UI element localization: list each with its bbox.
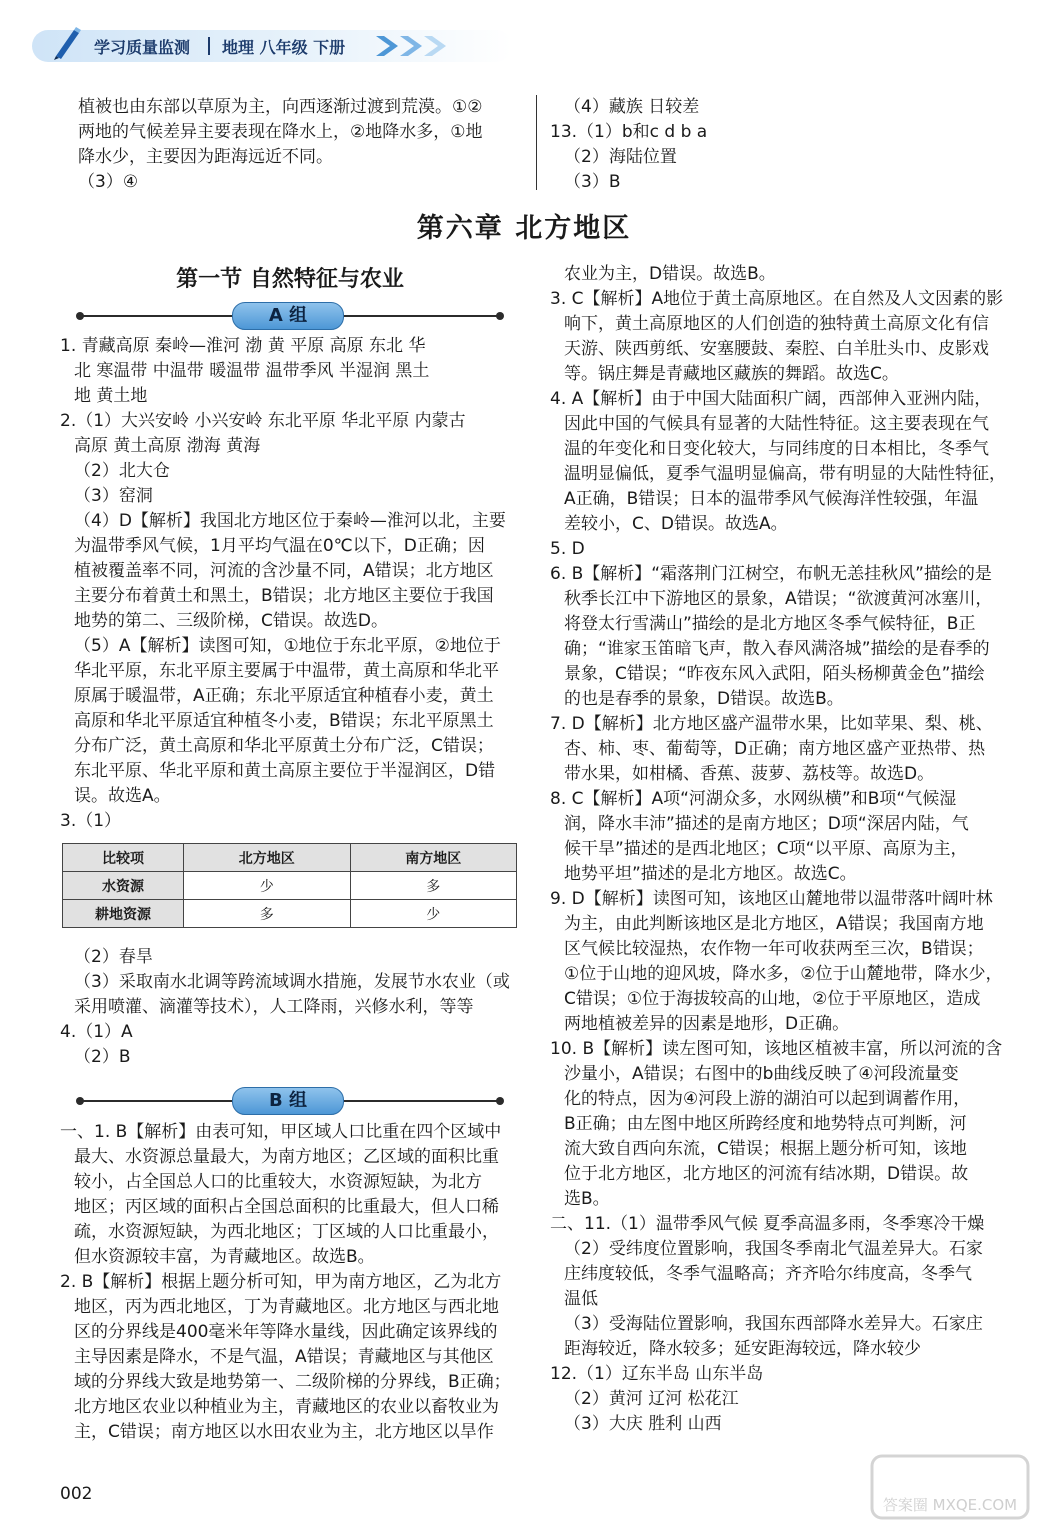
text-line: 北 寒温带 中温带 暖温带 温带季风 半湿润 黑土 (74, 361, 430, 381)
text-line: 流大致自西向东流，C错误；根据上题分析可知，该地 (564, 1139, 967, 1159)
text-line: 最大、水资源总量最大，为南方地区；乙区域的面积比重 (74, 1147, 499, 1167)
text-line: 地区；丙区域的面积占全国总面积的比重最大，但人口稀 (74, 1197, 499, 1217)
text-line: 原属于暖温带，A正确；东北平原适宜种植春小麦，黄土 (74, 686, 494, 706)
table-cell: 耕地资源 (63, 900, 184, 928)
comparison-table (62, 843, 517, 928)
column-divider (536, 95, 537, 190)
text-line: 4.（1）A (60, 1022, 133, 1042)
header-brand: 学习质量监测 (94, 38, 191, 57)
banner-dot (496, 1097, 504, 1105)
text-line: 一、1. B【解析】由表可知，甲区域人口比重在四个区域中 (60, 1122, 502, 1142)
text-line: 选B。 (564, 1189, 610, 1209)
text-line: （3）采取南水北调等跨流域调水措施，发展节水农业（或 (74, 972, 510, 992)
text-line: 域的分界线大致是地势第一、二级阶梯的分界线，B正确； (74, 1372, 511, 1392)
text-line: 将登太行雪满山”描绘的是北方地区冬季气候特征，B正 (564, 614, 976, 634)
text-line: 8. C【解析】A项“河湖众多，水网纵横”和B项“气候湿 (550, 789, 957, 809)
text-line: 高原 黄土高原 渤海 黄海 (74, 436, 261, 456)
top-left-block (78, 95, 528, 195)
text-line: 地区，丙为西北地区，丁为青藏地区。北方地区与西北地 (74, 1297, 499, 1317)
text-line: 采用喷灌、滴灌等技术），人工降雨，兴修水利，等等 (74, 997, 474, 1017)
text-line: 5. D (550, 539, 585, 559)
text-line: 分布广泛，黄土高原和华北平原黄土分布广泛，C错误； (74, 736, 494, 756)
banner-dot (76, 312, 84, 320)
text-line: （3）窑洞 (74, 486, 153, 506)
text-line: （4）D【解析】我国北方地区位于秦岭—淮河以北，主要 (74, 511, 506, 531)
table-cell: 少 (350, 900, 517, 928)
banner-dot (76, 1097, 84, 1105)
text-line: （3）大庆 胜利 山西 (564, 1414, 722, 1434)
text-line: 2. B【解析】根据上题分析可知，甲为南方地区，乙为北方 (60, 1272, 502, 1292)
text-line: 地势的第二、三级阶梯，C错误。故选D。 (74, 611, 388, 631)
text-line: 位于北方地区，北方地区的河流有结冰期，D错误。故 (564, 1164, 969, 1184)
text-line: 距海较近，降水较多；延安距海较远，降水较少 (564, 1339, 921, 1359)
text-line: （4）藏族 日较差 (564, 97, 700, 117)
text-line: 12.（1）辽东半岛 山东半岛 (550, 1364, 764, 1384)
text-line: （3）④ (78, 172, 139, 192)
table-header-cell: 比较项 (63, 844, 184, 872)
text-line: 植被覆盖率不同，河流的含沙量不同，A错误；北方地区 (74, 561, 494, 581)
text-line: A正确，B错误；日本的温带季风气候海洋性较强，年温 (564, 489, 979, 509)
text-line: 1. 青藏高原 秦岭—淮河 渤 黄 平原 高原 东北 华 (60, 336, 426, 356)
text-line: 植被也由东部以草原为主，向西逐渐过渡到荒漠。①② (78, 97, 483, 117)
text-line: 9. D【解析】读图可知，该地区山麓地带以温带落叶阔叶林 (550, 889, 993, 909)
text-line: 景象，C错误；“昨夜东风入武阳，陌头杨柳黄金色”描绘 (564, 664, 985, 684)
text-line: （2）北大仓 (74, 461, 170, 481)
table-header-row (63, 844, 517, 872)
text-line: （5）A【解析】读图可知，①地位于东北平原，②地位于 (74, 636, 501, 656)
text-line: 天游、陕西剪纸、安塞腰鼓、秦腔、白羊肚头巾、皮影戏 (564, 339, 989, 359)
text-line: 两地的气候差异主要表现在降水上，②地降水多，①地 (78, 122, 483, 142)
text-line: 确；“谁家玉笛暗飞声，散入春风满洛城”描绘的是春季的 (564, 639, 990, 659)
watermark-text: 答案圈 MXQE.COM (882, 1496, 1018, 1514)
text-line: 东北平原、华北平原和黄土高原主要位于半湿润区，D错 (74, 761, 496, 781)
left-group-a-continued (60, 945, 525, 1070)
table-cell: 少 (184, 872, 351, 900)
text-line: （2）春旱 (74, 947, 153, 967)
text-line: 13.（1）b和c d b a (550, 122, 708, 142)
text-line: 地 黄土地 (74, 386, 148, 406)
text-line: 温的年变化和日变化较大，与同纬度的日本相比，冬季气 (564, 439, 989, 459)
text-line: （3）B (564, 172, 621, 192)
table-row (63, 872, 517, 900)
text-line: 7. D【解析】北方地区盛产温带水果，比如苹果、梨、桃、 (550, 714, 993, 734)
text-line: 较小，占全国总人口的比重较大，水资源短缺，为北方 (74, 1172, 482, 1192)
page-number: 002 (60, 1484, 93, 1504)
table-row (63, 900, 517, 928)
text-line: 降水少，主要因为距海远近不同。 (78, 147, 333, 167)
table-header-cell: 南方地区 (350, 844, 517, 872)
text-line: 3.（1） (60, 811, 122, 831)
text-line: 化的特点，因为④河段上游的湖泊可以起到调蓄作用， (564, 1089, 971, 1109)
text-line: 北方地区农业以种植业为主，青藏地区的农业以畜牧业为 (74, 1397, 499, 1417)
text-line: 响下，黄土高原地区的人们创造的独特黄土高原文化有信 (564, 314, 989, 334)
top-right-block (550, 95, 1010, 195)
text-line: 但水资源较丰富，为青藏地区。故选B。 (74, 1247, 375, 1267)
text-line: （2）B (74, 1047, 131, 1067)
text-line: 两地植被差异的因素是地形，D正确。 (564, 1014, 850, 1034)
text-line: 为主，由此判断该地区是北方地区，A错误；我国南方地 (564, 914, 984, 934)
text-line: 候干旱”描述的是西北地区；C项“以平原、高原为主， (564, 839, 968, 859)
table-cell: 多 (184, 900, 351, 928)
group-a-label: A 组 (232, 302, 344, 330)
text-line: B正确；由左图中地区所跨经度和地势特点可判断，河 (564, 1114, 967, 1134)
text-line: （3）受海陆位置影响，我国东西部降水差异大。石家庄 (564, 1314, 983, 1334)
text-line: 主要分布着黄土和黑土，B错误；北方地区主要位于我国 (74, 586, 494, 606)
text-line: 6. B【解析】“霜落荆门江树空，布帆无恙挂秋风”描绘的是 (550, 564, 992, 584)
text-line: 等。锅庄舞是青藏地区藏族的舞蹈。故选C。 (564, 364, 899, 384)
banner-dot (496, 312, 504, 320)
text-line: 的也是春季的景象，D错误。故选B。 (564, 689, 844, 709)
left-group-a (60, 334, 525, 834)
text-line: 因此中国的气候具有显著的大陆性特征。这主要表现在气 (564, 414, 989, 434)
text-line: 为温带季风气候，1月平均气温在0℃以下，D正确；因 (74, 536, 485, 556)
text-line: 10. B【解析】读左图可知，该地区植被丰富，所以河流的含 (550, 1039, 1003, 1059)
group-b-banner (60, 1087, 520, 1115)
text-line: 杏、柿、枣、葡萄等，D正确；南方地区盛产亚热带、热 (564, 739, 986, 759)
text-line: 误。故选A。 (74, 786, 171, 806)
text-line: 温明显偏低，夏季气温明显偏高，带有明显的大陆性特征， (564, 464, 1006, 484)
header-separator (208, 37, 210, 55)
text-line: 带水果，如柑橘、香蕉、菠萝、荔枝等。故选D。 (564, 764, 935, 784)
text-line: C错误；①位于海拔较高的山地，②位于平原地区，造成 (564, 989, 981, 1009)
pen-icon (52, 24, 82, 60)
text-line: （2）受纬度位置影响，我国冬季南北气温差异大。石家 (564, 1239, 983, 1259)
text-line: 疏，水资源短缺，为西北地区；丁区域的人口比重最小， (74, 1222, 499, 1242)
chevron-arrows-icon (372, 34, 462, 58)
table-header-cell: 北方地区 (184, 844, 351, 872)
text-line: 地势平坦”描述的是北方地区。故选C。 (564, 864, 857, 884)
text-line: 庄纬度较低，冬季气温略高；齐齐哈尔纬度高，冬季气 (564, 1264, 972, 1284)
text-line: 主导因素是降水，不是气温，A错误；青藏地区与其他区 (74, 1347, 494, 1367)
left-group-b (60, 1120, 525, 1445)
text-line: 区的分界线是400毫米年等降水量线，因此确定该界线的 (74, 1322, 498, 1342)
text-line: （2）黄河 辽河 松花江 (564, 1389, 739, 1409)
group-a-banner (60, 302, 520, 330)
text-line: 4. A【解析】由于中国大陆面积广阔，西部伸入亚洲内陆， (550, 389, 992, 409)
right-column (550, 262, 1020, 1437)
text-line: 秋季长江中下游地区的景象，A错误；“欲渡黄河冰塞川， (564, 589, 993, 609)
table-cell: 多 (350, 872, 517, 900)
text-line: 润，降水丰沛”描述的是南方地区；D项“深居内陆，气 (564, 814, 969, 834)
header-subject: 地理 八年级 下册 (222, 38, 346, 57)
section-title: 第一节 自然特征与农业 (176, 267, 404, 292)
text-line: 差较小，C、D错误。故选A。 (564, 514, 788, 534)
watermark-logo (870, 1452, 1030, 1522)
group-b-label: B 组 (232, 1087, 344, 1115)
text-line: 区气候比较湿热，农作物一年可收获两至三次，B错误； (564, 939, 984, 959)
text-line: 华北平原，东北平原主要属于中温带，黄土高原和华北平 (74, 661, 499, 681)
table-cell: 水资源 (63, 872, 184, 900)
text-line: 主，C错误；南方地区以水田农业为主，北方地区以旱作 (74, 1422, 494, 1442)
text-line: 温低 (564, 1289, 598, 1309)
text-line: 沙量小，A错误；右图中的b曲线反映了④河段流量变 (564, 1064, 959, 1084)
text-line: ①位于山地的迎风坡，降水多，②位于山麓地带，降水少， (564, 964, 1003, 984)
text-line: 2.（1）大兴安岭 小兴安岭 东北平原 华北平原 内蒙古 (60, 411, 466, 431)
text-line: （2）海陆位置 (564, 147, 677, 167)
text-line: 二、11.（1）温带季风气候 夏季高温多雨，冬季寒冷干燥 (550, 1214, 985, 1234)
chapter-title: 第六章 北方地区 (416, 213, 632, 244)
text-line: 3. C【解析】A地位于黄土高原地区。在自然及人文因素的影 (550, 289, 1004, 309)
text-line: 农业为主，D错误。故选B。 (564, 264, 776, 284)
text-line: 高原和华北平原适宜种植冬小麦，B错误；东北平原黑土 (74, 711, 494, 731)
